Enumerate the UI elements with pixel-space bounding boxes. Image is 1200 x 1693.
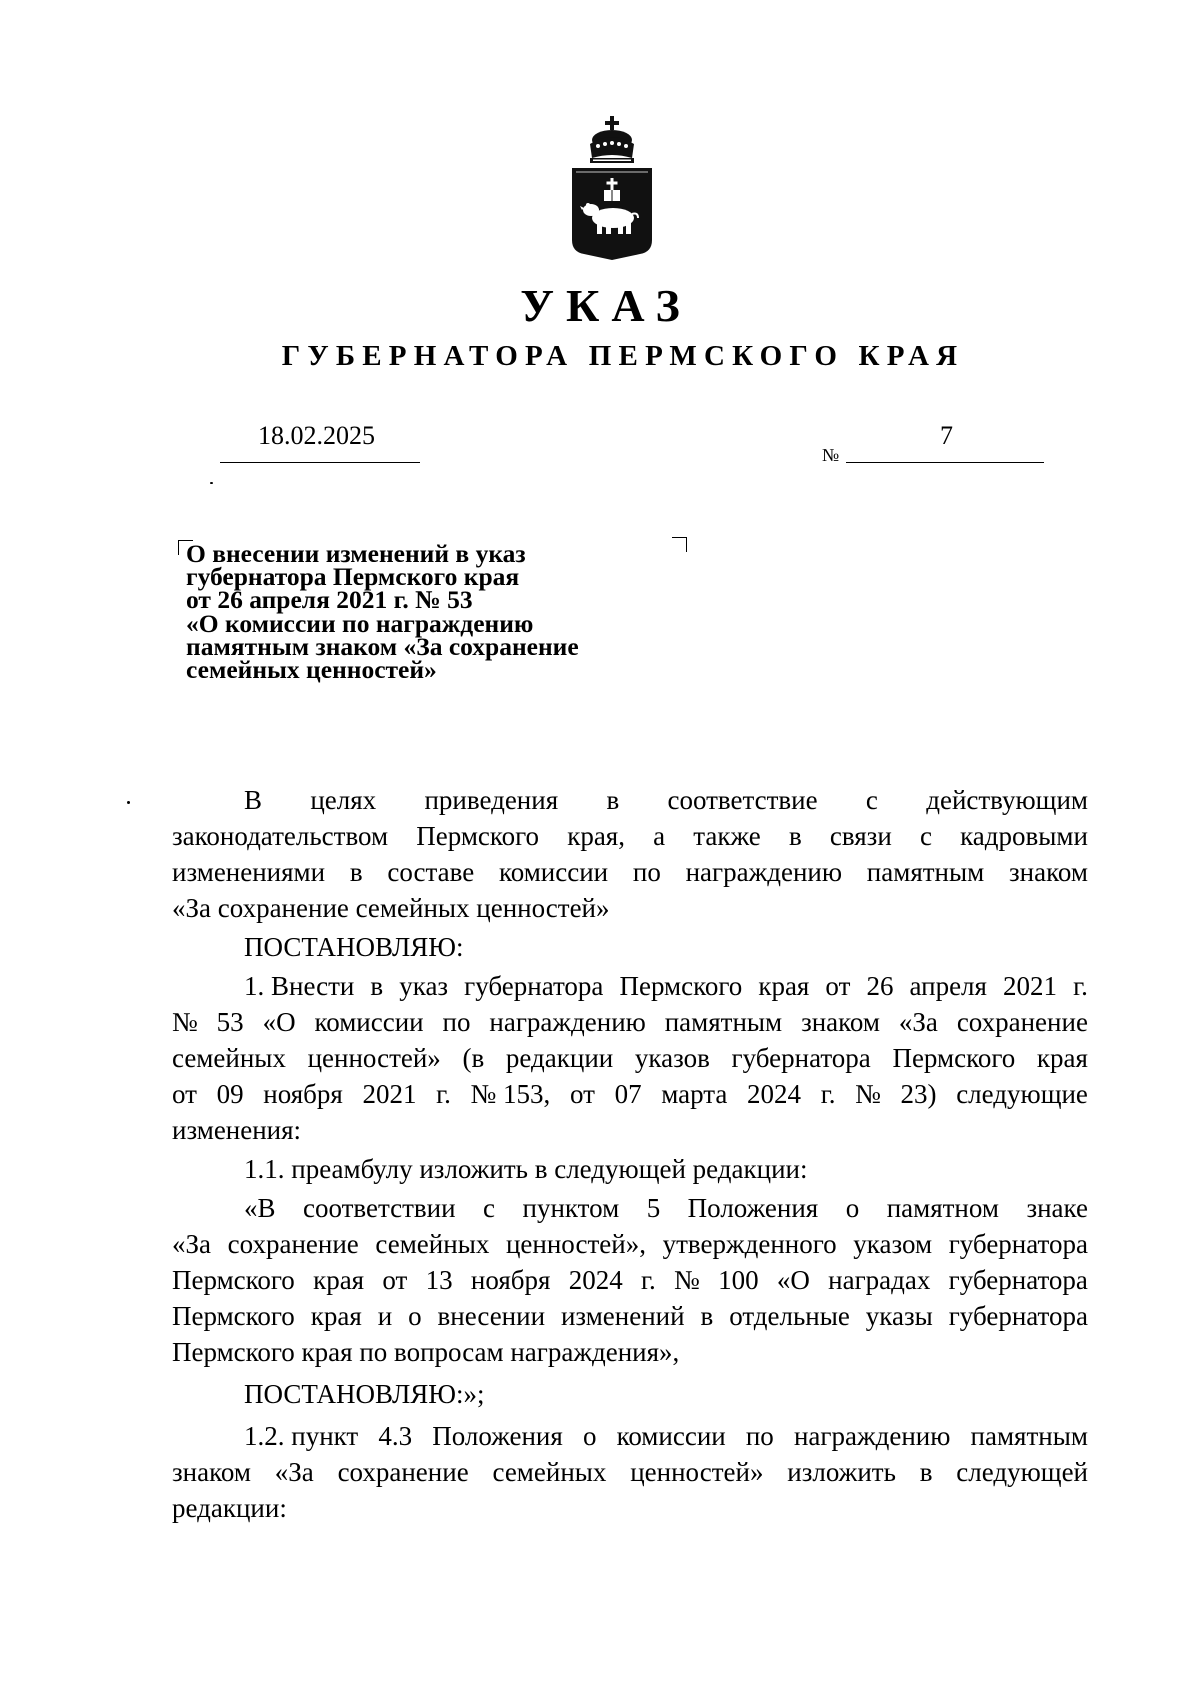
word: целях: [310, 785, 377, 815]
body-line: [172, 1076, 1088, 1112]
body-line: [172, 1418, 1088, 1454]
word: «За: [274, 1457, 314, 1487]
word: марта: [661, 1079, 728, 1109]
word: в: [788, 821, 802, 851]
word: 100: [718, 1265, 759, 1295]
word: «За: [172, 1229, 212, 1259]
word: от: [825, 971, 851, 1001]
word: с: [865, 785, 878, 815]
word: 26: [866, 971, 894, 1001]
word: указ: [399, 971, 449, 1001]
word: указом: [853, 1229, 933, 1259]
word: 53: [216, 1007, 244, 1037]
heading-line: О внесении изменений в указ: [186, 539, 526, 568]
word: г.: [820, 1079, 836, 1109]
word: приведения: [424, 785, 559, 815]
word: в: [370, 971, 384, 1001]
word: 23): [900, 1079, 937, 1109]
word: 1.2. пункт: [244, 1421, 359, 1451]
word: г.: [436, 1079, 451, 1109]
word: 2021: [362, 1079, 417, 1109]
word: ценностей»: [307, 1043, 441, 1073]
body-line: [172, 1226, 1088, 1262]
word: указы: [865, 1301, 933, 1331]
body-line: [172, 1190, 1088, 1226]
perm-krai-coat-of-arms-icon: [566, 112, 658, 264]
word: от: [382, 1265, 408, 1295]
word: связи: [829, 821, 892, 851]
word: по: [745, 1421, 774, 1451]
word: изменений: [560, 1301, 685, 1331]
document-title: УКАЗ: [520, 280, 692, 331]
word: ноября: [470, 1265, 551, 1295]
word: губернатора: [948, 1229, 1088, 1259]
word: составе: [387, 857, 475, 887]
word: памятным: [664, 1007, 783, 1037]
word: знаком: [1008, 857, 1088, 887]
body-line: [172, 1040, 1088, 1076]
word: соответствии: [303, 1193, 456, 1223]
word: от: [172, 1079, 197, 1109]
word: Пермского: [619, 971, 743, 1001]
word: отдельные: [729, 1301, 850, 1331]
word: а: [653, 821, 666, 851]
word: № 153,: [470, 1079, 551, 1109]
word: награждению: [685, 857, 843, 887]
body-line: [172, 782, 1088, 818]
word: от: [569, 1079, 595, 1109]
word: 2024: [747, 1079, 802, 1109]
word: кадровыми: [960, 821, 1088, 851]
word: соответствие: [667, 785, 818, 815]
word: в: [349, 857, 363, 887]
word: знаком: [801, 1007, 880, 1037]
word: семейных: [172, 1043, 286, 1073]
word: «За: [898, 1007, 938, 1037]
word: награждению: [793, 1421, 951, 1451]
word: комиссии: [616, 1421, 726, 1451]
word: внесении: [437, 1301, 546, 1331]
word: г.: [1073, 971, 1088, 1001]
word: комиссии: [498, 857, 609, 887]
word: 13: [425, 1265, 453, 1295]
word: 2021: [1003, 971, 1058, 1001]
body-line: [172, 1004, 1088, 1040]
word: 2024: [568, 1265, 623, 1295]
body-line: редакции:: [172, 1493, 287, 1523]
word: ценностей»: [630, 1457, 764, 1487]
word: ценностей»,: [505, 1229, 646, 1259]
body-line: изменения:: [172, 1115, 302, 1145]
word: в: [700, 1301, 714, 1331]
word: №: [172, 1007, 198, 1037]
word: 1. Внести: [244, 971, 355, 1001]
word: 5: [646, 1193, 661, 1223]
word: №: [855, 1079, 881, 1109]
word: в: [919, 1457, 933, 1487]
word: о: [582, 1421, 597, 1451]
decree-number: 7: [940, 421, 953, 450]
word: Пермского: [172, 1265, 295, 1295]
number-sign: №: [822, 445, 840, 465]
word: о: [408, 1301, 422, 1331]
decree-heading: [186, 539, 746, 684]
word: знаке: [1026, 1193, 1088, 1223]
word: наградах: [828, 1265, 931, 1295]
word: края: [310, 1301, 362, 1331]
word: Пермского: [416, 821, 540, 851]
word: губернатора: [948, 1265, 1088, 1295]
body-line: [172, 1262, 1088, 1298]
word: Положения: [687, 1193, 819, 1223]
body-line: «За сохранение семейных ценностей»: [172, 893, 610, 923]
word: с: [919, 821, 932, 851]
word: указов: [634, 1043, 710, 1073]
body-line: Пермского края по вопросам награждения»,: [172, 1337, 680, 1367]
word: сохранение: [337, 1457, 469, 1487]
word: в: [606, 785, 620, 815]
word: 4.3: [378, 1421, 413, 1451]
word: 09: [216, 1079, 244, 1109]
heading-line: от 26 апреля 2021 г. № 53: [186, 585, 473, 615]
resolution-keyword: ПОСТАНОВЛЯЮ:»;: [244, 1379, 485, 1409]
word: сохранение: [956, 1007, 1088, 1037]
decree-body: [172, 782, 1088, 1526]
word: памятным: [866, 857, 985, 887]
heading-line: губернатора Пермского края: [186, 562, 520, 592]
word: семейных: [492, 1457, 607, 1487]
word: комиссии: [314, 1007, 424, 1037]
word: края: [313, 1265, 365, 1295]
word: края: [1036, 1043, 1088, 1073]
word: знаком: [172, 1457, 251, 1487]
word: редакции: [505, 1043, 614, 1073]
scan-speck: [210, 482, 213, 484]
body-line: [172, 854, 1088, 890]
scan-speck: [127, 801, 130, 804]
word: 07: [614, 1079, 642, 1109]
word: памятным: [970, 1421, 1088, 1451]
resolution-keyword: ПОСТАНОВЛЯЮ:: [244, 932, 464, 962]
word: и: [377, 1301, 393, 1331]
body-line: [172, 1454, 1088, 1490]
heading-line: «О комиссии по награждению: [186, 608, 534, 638]
word: пунктом: [522, 1193, 620, 1223]
word: «В: [244, 1193, 276, 1223]
word: награждению: [489, 1007, 646, 1037]
body-line: 1.1. преамбулу изложить в следующей редакции:: [244, 1154, 808, 1184]
word: по: [632, 857, 661, 887]
word: г.: [640, 1265, 656, 1295]
word: сохранение: [227, 1229, 359, 1259]
document-subtitle: ГУБЕРНАТОРА ПЕРМСКОГО КРАЯ: [281, 340, 965, 372]
word: края: [758, 971, 810, 1001]
body-line: [172, 818, 1088, 854]
word: действующим: [926, 785, 1088, 815]
word: о: [845, 1193, 860, 1223]
word: также: [693, 821, 761, 851]
date-underline: [220, 462, 420, 463]
body-line: [172, 968, 1088, 1004]
number-underline: [846, 462, 1044, 463]
word: В: [244, 785, 263, 815]
word: следующей: [956, 1457, 1088, 1487]
word: края,: [567, 821, 625, 851]
heading-line: семейных ценностей»: [186, 654, 437, 684]
word: губернатора: [731, 1043, 871, 1073]
word: «О: [262, 1007, 296, 1037]
word: (в: [462, 1043, 485, 1073]
word: губернатора: [948, 1301, 1088, 1331]
word: законодательством: [172, 821, 389, 851]
word: изменениями: [172, 857, 326, 887]
word: №: [674, 1265, 700, 1295]
word: ноября: [263, 1079, 343, 1109]
word: апреля: [909, 971, 987, 1001]
word: Пермского: [892, 1043, 1016, 1073]
body-line: [172, 1298, 1088, 1334]
word: следующие: [956, 1079, 1088, 1109]
crown-icon: [590, 116, 634, 163]
word: памятном: [886, 1193, 999, 1223]
word: семейных: [375, 1229, 490, 1259]
heading-line: памятным знаком «За сохранение: [186, 631, 579, 661]
word: с: [483, 1193, 496, 1223]
decree-date: 18.02.2025: [258, 421, 375, 450]
word: «О: [776, 1265, 810, 1295]
word: губернатора: [464, 971, 604, 1001]
word: утвержденного: [662, 1229, 837, 1259]
word: изложить: [787, 1457, 896, 1487]
word: по: [442, 1007, 471, 1037]
word: Пермского: [172, 1301, 295, 1331]
word: Положения: [432, 1421, 563, 1451]
